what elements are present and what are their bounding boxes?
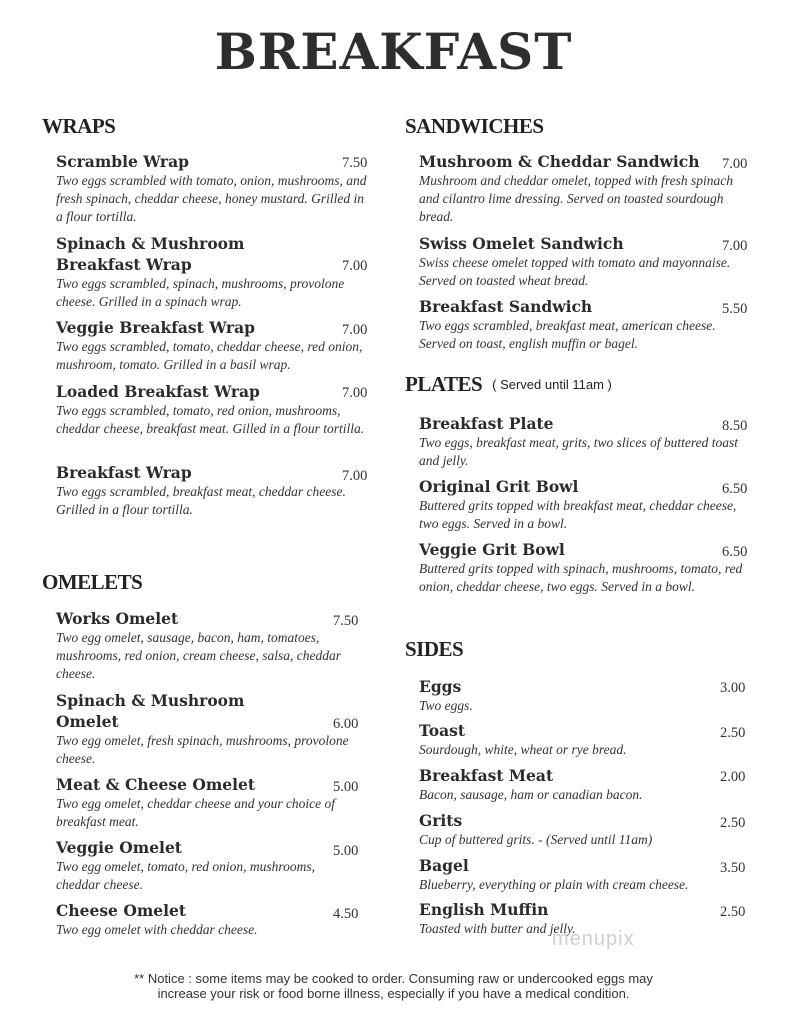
item-name: Cheese Omelet <box>56 901 186 920</box>
item-name: Veggie Omelet <box>56 838 182 857</box>
item-description: Two eggs scrambled, breakfast meat, american cheese. Served on toast, english muffin or bagel. <box>419 318 716 351</box>
item-name: Toast <box>419 721 466 740</box>
health-notice <box>0 971 787 1001</box>
item-price: 2.00 <box>720 769 746 785</box>
menu-item <box>419 765 753 804</box>
menu-item <box>419 720 753 759</box>
menu-item <box>419 413 753 470</box>
item-price: 5.50 <box>722 301 748 317</box>
item-description: Buttered grits topped with breakfast meat, cheddar cheese, two eggs. Served in a bowl. <box>419 498 737 531</box>
item-description: Two eggs scrambled, spinach, mushrooms, provolone cheese. Grilled in a spinach wrap. <box>56 276 345 309</box>
plates-served-until-note: ( Served until 11am ) <box>492 377 612 392</box>
item-description: Two egg omelet, fresh spinach, mushrooms, provolone cheese. <box>56 733 349 766</box>
menu-item <box>56 462 374 519</box>
item-name: Mushroom & Cheddar Sandwich <box>419 152 700 171</box>
menupix-watermark: menupix <box>552 928 635 950</box>
item-name: Bagel <box>419 856 469 875</box>
item-price: 3.00 <box>720 680 746 696</box>
menu-item <box>419 296 753 353</box>
menu-item <box>419 476 753 533</box>
item-name: Loaded Breakfast Wrap <box>56 382 260 401</box>
item-price: 5.00 <box>333 843 359 859</box>
item-name: Spinach & Mushroom Breakfast Wrap <box>56 234 245 274</box>
menu-item <box>56 381 374 438</box>
item-description: Two egg omelet, sausage, bacon, ham, tomatoes, mushrooms, red onion, cream cheese, salsa, cheddar cheese. <box>56 630 341 681</box>
menu-item <box>419 855 753 894</box>
menu-item <box>419 233 753 290</box>
section-wraps-heading: WRAPS <box>42 114 116 138</box>
item-description: Two eggs scrambled with tomato, onion, mushrooms, and fresh spinach, cheddar cheese, honey mustard. Grilled in a flour tortilla. <box>56 173 367 224</box>
item-price: 7.00 <box>342 322 368 338</box>
menu-item <box>56 837 362 894</box>
item-description: Bacon, sausage, ham or canadian bacon. <box>419 787 643 802</box>
item-price: 7.00 <box>722 238 748 254</box>
health-notice-line-2: increase your risk or food borne illness, especially if you have a medical condition. <box>157 986 630 1001</box>
item-name: Meat & Cheese Omelet <box>56 775 255 794</box>
item-price: 6.50 <box>722 544 748 560</box>
item-description: Swiss cheese omelet topped with tomato and mayonnaise. Served on toasted wheat bread. <box>419 255 731 288</box>
item-description: Buttered grits topped with spinach, mushrooms, tomato, red onion, cheddar cheese, two eggs. Served in a bowl. <box>419 561 743 594</box>
item-price: 2.50 <box>720 725 746 741</box>
item-name: Works Omelet <box>56 609 179 628</box>
item-price: 7.50 <box>342 155 368 171</box>
item-name: Breakfast Plate <box>419 414 554 433</box>
item-name: Original Grit Bowl <box>419 477 579 496</box>
item-name: Scramble Wrap <box>56 152 189 171</box>
item-description: Two eggs scrambled, tomato, cheddar cheese, red onion, mushroom, tomato. Grilled in a basil wrap. <box>56 339 363 372</box>
section-sandwiches-heading: SANDWICHES <box>405 114 544 138</box>
item-name: English Muffin <box>419 900 549 919</box>
item-price: 2.50 <box>720 815 746 831</box>
item-price: 5.00 <box>333 779 359 795</box>
item-name: Grits <box>419 811 463 830</box>
menu-item <box>56 151 374 226</box>
item-description: Two egg omelet with cheddar cheese. <box>56 922 258 937</box>
section-sides-heading: SIDES <box>405 637 464 661</box>
menu-item <box>419 151 753 226</box>
item-name: Breakfast Wrap <box>56 463 192 482</box>
health-notice-line-1: ** Notice : some items may be cooked to order. Consuming raw or undercooked eggs may <box>134 971 653 986</box>
item-description: Two eggs scrambled, breakfast meat, cheddar cheese. Grilled in a flour tortilla. <box>56 484 346 517</box>
item-name: Eggs <box>419 677 462 696</box>
item-name: Veggie Grit Bowl <box>419 540 565 559</box>
item-description: Blueberry, everything or plain with cream cheese. <box>419 877 689 892</box>
item-description: Mushroom and cheddar omelet, topped with fresh spinach and cilantro lime dressing. Served on toasted sourdough bread. <box>419 173 733 224</box>
menu-item <box>56 233 374 311</box>
item-price: 4.50 <box>333 906 359 922</box>
menu-item <box>419 810 753 849</box>
item-price: 7.00 <box>342 258 368 274</box>
menu-item <box>419 539 753 596</box>
item-price: 6.00 <box>333 716 359 732</box>
item-description: Sourdough, white, wheat or rye bread. <box>419 742 627 757</box>
section-omelets-heading: OMELETS <box>42 570 143 594</box>
item-description: Two eggs. <box>419 698 473 713</box>
menu-item <box>56 317 374 374</box>
item-price: 8.50 <box>722 418 748 434</box>
item-price: 2.50 <box>720 904 746 920</box>
menu-item <box>56 690 362 768</box>
item-price: 7.00 <box>342 385 368 401</box>
item-description: Toasted with butter and jelly. <box>419 921 576 936</box>
item-name: Swiss Omelet Sandwich <box>419 234 624 253</box>
plates-heading-text: PLATES <box>405 372 483 396</box>
item-name: Veggie Breakfast Wrap <box>56 318 255 337</box>
menu-item <box>419 676 753 715</box>
item-description: Two eggs, breakfast meat, grits, two slices of buttered toast and jelly. <box>419 435 738 468</box>
item-price: 3.50 <box>720 860 746 876</box>
item-name: Breakfast Meat <box>419 766 554 785</box>
menu-item <box>56 900 362 939</box>
section-plates-heading <box>405 372 612 397</box>
item-description: Cup of buttered grits. - (Served until 11am) <box>419 832 653 847</box>
item-name: Spinach & Mushroom Omelet <box>56 691 245 731</box>
item-price: 6.50 <box>722 481 748 497</box>
item-description: Two egg omelet, cheddar cheese and your choice of breakfast meat. <box>56 796 336 829</box>
item-price: 7.00 <box>342 468 368 484</box>
item-name: Breakfast Sandwich <box>419 297 593 316</box>
item-description: Two eggs scrambled, tomato, red onion, mushrooms, cheddar cheese, breakfast meat. Gilled in a flour tortilla. <box>56 403 365 436</box>
item-description: Two egg omelet, tomato, red onion, mushrooms, cheddar cheese. <box>56 859 315 892</box>
item-price: 7.00 <box>722 156 748 172</box>
menu-item <box>56 608 362 683</box>
menu-title: BREAKFAST <box>214 22 573 81</box>
menu-item <box>56 774 362 831</box>
item-price: 7.50 <box>333 613 359 629</box>
